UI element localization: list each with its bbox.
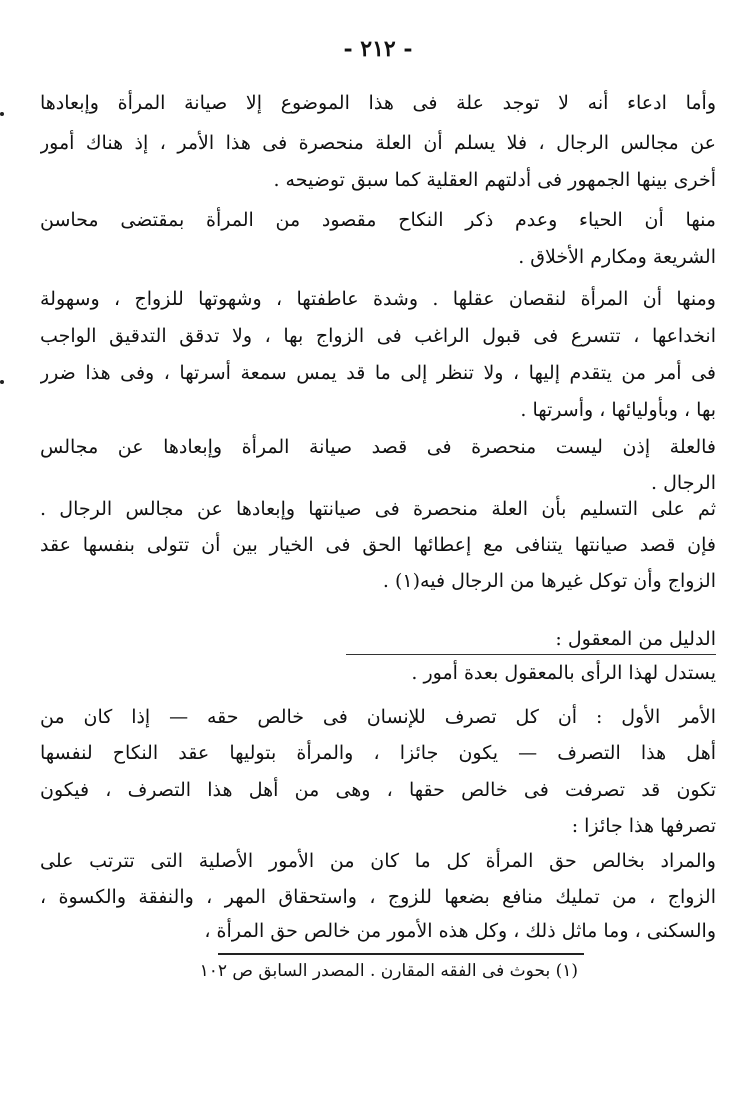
text-line: تصرفها هذا جائزا : — [571, 815, 716, 837]
text-line: الشريعة ومكارم الأخلاق . — [518, 246, 716, 268]
text-line: الرجال . — [651, 472, 716, 494]
margin-mark — [0, 380, 4, 384]
margin-mark — [0, 112, 4, 116]
text-line: وأما ادعاء أنه لا توجد علة فى هذا الموضوع إلا صيانة المرأة وإبعادها — [40, 92, 716, 114]
text-line: والسكنى ، وما ماثل ذلك ، وكل هذه الأمور من خالص حق المرأة ، — [204, 920, 716, 942]
text-line: عن مجالس الرجال ، فلا يسلم أن العلة منحصرة فى هذا الأمر ، إذ هناك أمور — [40, 132, 716, 154]
footnote-rule — [218, 953, 584, 955]
text-line: الزواج ، من تمليك منافع بضعها للزوج ، واستحقاق المهر ، والنفقة والكسوة ، — [40, 886, 716, 908]
text-line: انخداعها ، تتسرع فى قبول الراغب فى الزواج بها ، ولا تدقق التدقيق الواجب — [40, 325, 716, 347]
text-line: والمراد بخالص حق المرأة كل ما كان من الأمور الأصلية التى تترتب على — [40, 850, 716, 872]
text-line: بها ، وبأوليائها ، وأسرتها . — [520, 399, 716, 421]
text-line: أهل هذا التصرف — يكون جائزا ، والمرأة بتوليها عقد النكاح لنفسها — [40, 742, 716, 764]
page-number: - ٢١٢ - — [343, 36, 413, 62]
text-line: فإن قصد صيانتها يتنافى مع إعطائها الحق فى الخيار بين أن تتولى بنفسها عقد — [40, 534, 716, 556]
text-line: تكون قد تصرفت فى خالص حقها ، وهى من أهل هذا التصرف ، فيكون — [40, 779, 716, 801]
text-line: منها أن الحياء وعدم ذكر النكاح مقصود من المرأة بمقتضى محاسن — [40, 209, 716, 231]
text-line: أخرى بينها الجمهور فى أدلتهم العقلية كما سبق توضيحه . — [273, 169, 716, 191]
text-line: الأمر الأول : أن كل تصرف للإنسان فى خالص حقه — إذا كان من — [40, 706, 716, 728]
footnote: (١) بحوث فى الفقه المقارن . المصدر السابق ص ١٠٢ — [199, 961, 578, 981]
text-line: فالعلة إذن ليست منحصرة فى قصد صيانة المرأة وإبعادها عن مجالس — [40, 436, 716, 458]
text-line: ومنها أن المرأة لنقصان عقلها . وشدة عاطفتها ، وشهوتها للزواج ، وسهولة — [40, 288, 716, 310]
section-heading: الدليل من المعقول : — [555, 628, 716, 650]
text-line: ثم على التسليم بأن العلة منحصرة فى صيانتها وإبعادها عن مجالس الرجال . — [40, 498, 716, 520]
text-line: الزواج وأن توكل غيرها من الرجال فيه(١) . — [382, 570, 716, 592]
text-line: فى أمر من يتقدم إليها ، ولا تنظر إلى ما قد يمس سمعة أسرتها ، وفى هذا ضرر — [40, 362, 716, 384]
text-line: يستدل لهذا الرأى بالمعقول بعدة أمور . — [411, 662, 716, 684]
heading-rule — [346, 654, 716, 655]
